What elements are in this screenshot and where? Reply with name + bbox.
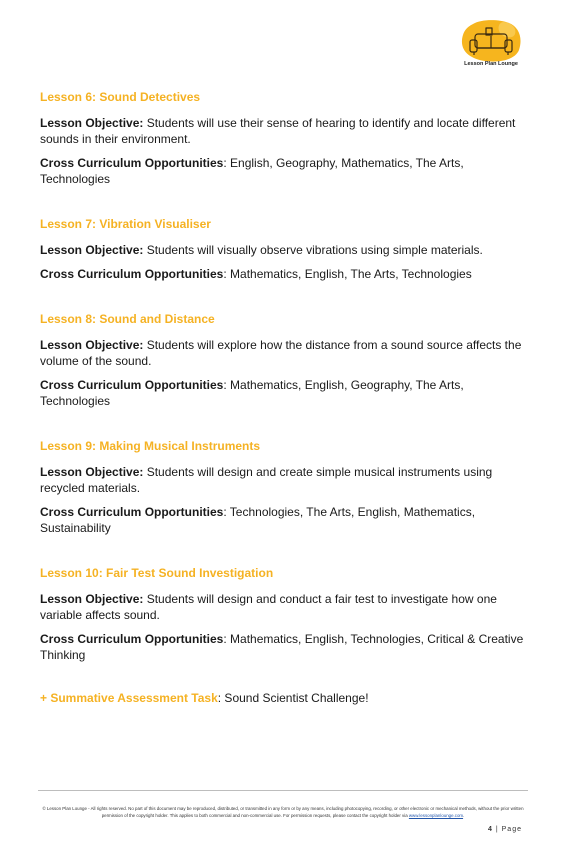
objective-label: Lesson Objective: bbox=[40, 465, 144, 479]
lesson-objective bbox=[40, 464, 530, 496]
lesson-plan-lounge-logo bbox=[459, 20, 523, 72]
link-suffix: . bbox=[463, 813, 465, 818]
lesson-title: Lesson 10: Fair Test Sound Investigation bbox=[40, 566, 274, 580]
lesson-objective bbox=[40, 337, 530, 369]
objective-label: Lesson Objective: bbox=[40, 243, 144, 257]
cross-text: : Mathematics, English, The Arts, Technologies bbox=[223, 267, 472, 281]
lesson-objective bbox=[40, 115, 530, 147]
logo-text: Lesson Plan Lounge bbox=[464, 61, 518, 67]
lesson-8 bbox=[40, 311, 530, 409]
lesson-6 bbox=[40, 89, 530, 187]
footer-divider bbox=[38, 790, 528, 791]
lesson-list bbox=[40, 89, 530, 706]
website-link[interactable]: www.lessonplanlounge.com bbox=[408, 813, 464, 818]
lesson-objective bbox=[40, 242, 530, 258]
copyright-text: © Lesson Plan Lounge - All rights reserved. No part of this document may be reproduced, distributed, or transmitted in any form or by any means, including photocopying, recording, or other electronic or mechanical methods, without the prior written permission of the copyright holder. This applies to both commercial and non-commercial use. For permission requests, please contact the copyright holder via bbox=[42, 806, 524, 818]
summative-text: : Sound Scientist Challenge! bbox=[217, 691, 369, 705]
summative-label: + Summative Assessment Task bbox=[40, 691, 218, 705]
objective-label: Lesson Objective: bbox=[40, 592, 144, 606]
lesson-title: Lesson 6: Sound Detectives bbox=[40, 90, 201, 104]
cross-text: : Mathematics, English, Geography, The Arts, Technologies bbox=[40, 378, 464, 408]
lesson-title: Lesson 7: Vibration Visualiser bbox=[40, 217, 211, 231]
cross-text: : English, Geography, Mathematics, The Arts, Technologies bbox=[40, 156, 464, 186]
summative-assessment bbox=[40, 690, 530, 706]
objective-text: Students will design and conduct a fair test to investigate how one variable affects sound. bbox=[40, 592, 497, 622]
cross-curriculum bbox=[40, 631, 530, 663]
cross-label: Cross Curriculum Opportunities bbox=[40, 378, 224, 392]
sofa-logo-icon bbox=[459, 20, 523, 62]
objective-text: Students will use their sense of hearing to identify and locate different sounds in their environment. bbox=[40, 116, 516, 146]
cross-label: Cross Curriculum Opportunities bbox=[40, 156, 224, 170]
objective-label: Lesson Objective: bbox=[40, 338, 144, 352]
cross-curriculum bbox=[40, 155, 530, 187]
lesson-7 bbox=[40, 216, 530, 282]
objective-text: Students will visually observe vibrations using simple materials. bbox=[143, 243, 483, 257]
cross-text: : Mathematics, English, Technologies, Critical & Creative Thinking bbox=[40, 632, 524, 662]
lesson-title: Lesson 8: Sound and Distance bbox=[40, 312, 215, 326]
page-number-value: 4 bbox=[488, 826, 493, 833]
cross-curriculum bbox=[40, 504, 530, 536]
objective-label: Lesson Objective: bbox=[40, 116, 144, 130]
cross-curriculum bbox=[40, 377, 530, 409]
lesson-10 bbox=[40, 565, 530, 663]
cross-text: : Technologies, The Arts, English, Mathematics, Sustainability bbox=[40, 505, 476, 535]
cross-label: Cross Curriculum Opportunities bbox=[40, 632, 224, 646]
page-number bbox=[488, 826, 522, 833]
lesson-9 bbox=[40, 438, 530, 536]
page-separator: | bbox=[492, 826, 502, 833]
objective-text: Students will design and create simple musical instruments using recycled materials. bbox=[40, 465, 493, 495]
cross-label: Cross Curriculum Opportunities bbox=[40, 505, 224, 519]
objective-text: Students will explore how the distance from a sound source affects the volume of the sound. bbox=[40, 338, 522, 368]
lesson-title: Lesson 9: Making Musical Instruments bbox=[40, 439, 261, 453]
page-word: Page bbox=[501, 826, 522, 833]
cross-label: Cross Curriculum Opportunities bbox=[40, 267, 224, 281]
copyright-notice bbox=[40, 805, 526, 819]
lesson-objective bbox=[40, 591, 530, 623]
cross-curriculum bbox=[40, 266, 530, 282]
